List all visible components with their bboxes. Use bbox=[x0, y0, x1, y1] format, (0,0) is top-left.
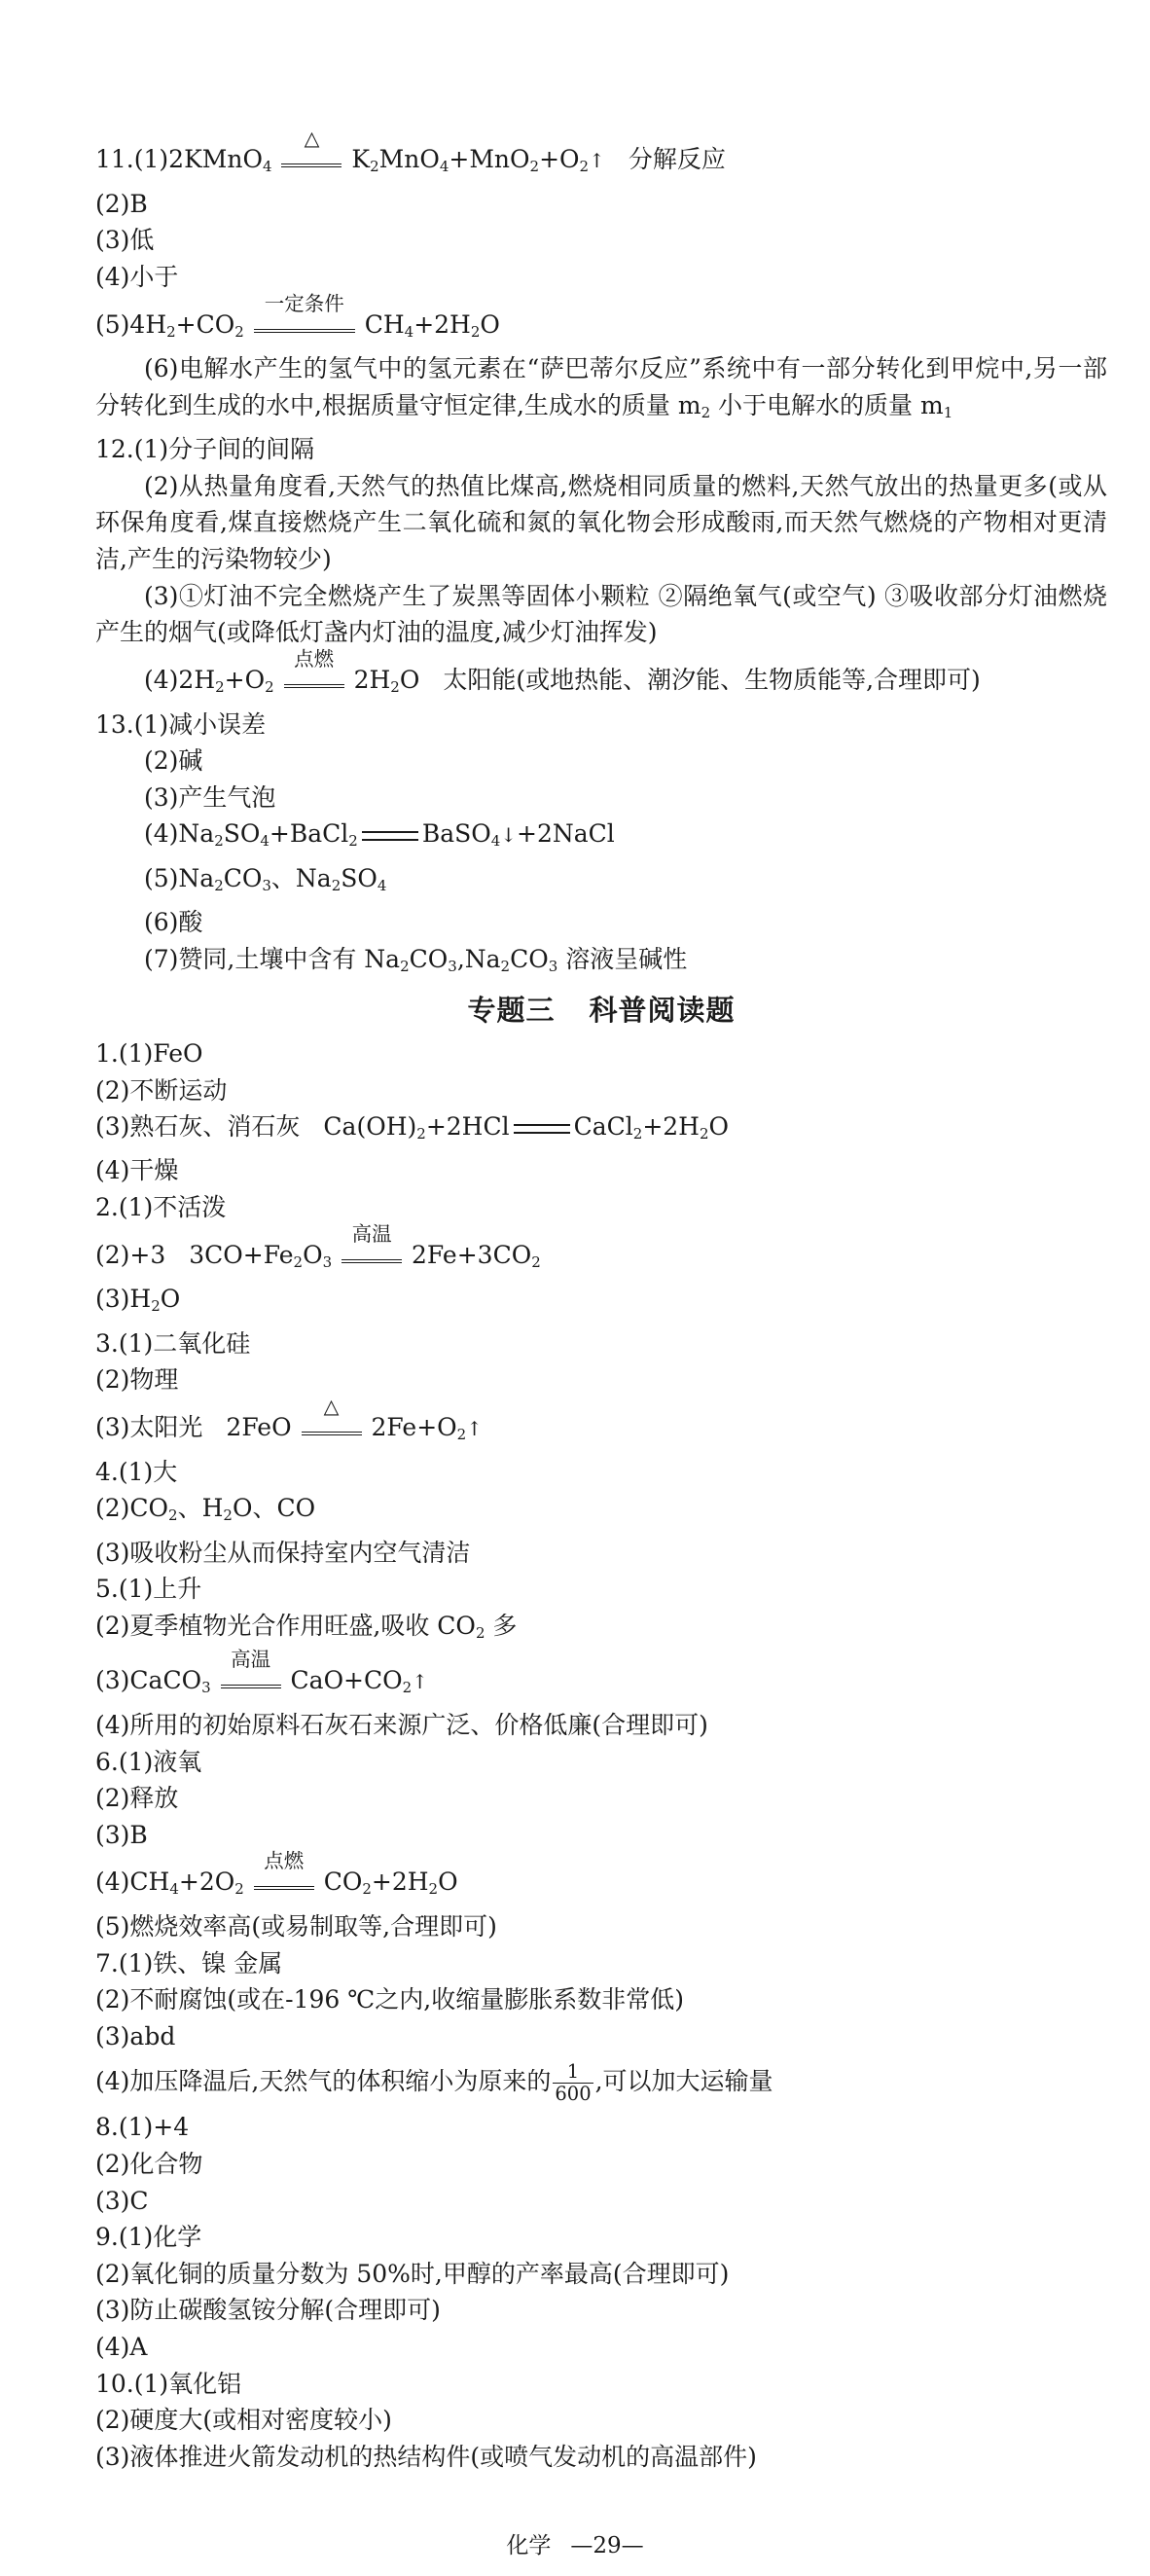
answer-line: (2)物理 bbox=[95, 1365, 179, 1395]
text: 小于电解水的质量 m bbox=[710, 390, 944, 419]
text: SO bbox=[223, 819, 261, 849]
page-footer bbox=[0, 2527, 1150, 2559]
answer-line: (2)碱 bbox=[144, 746, 203, 776]
text: (6)电解水产生的氢气中的氢元素在“萨巴蒂尔反应”系统中有一部分转化到甲烷中,另一部分转化到生成的水中,根据质量守恒定律,生成水的质量 m bbox=[95, 354, 1107, 419]
text: ,可以加大运输量 bbox=[594, 2067, 773, 2096]
text: (5)4H bbox=[95, 309, 167, 339]
text: CO bbox=[323, 1868, 363, 1897]
subscript: 2 bbox=[500, 957, 511, 975]
gas-arrow-icon: ↑ bbox=[466, 1416, 483, 1440]
gas-arrow-icon: ↑ bbox=[589, 149, 605, 172]
answer-line: (3)C bbox=[95, 2186, 149, 2215]
heat-symbol: △ bbox=[304, 127, 320, 150]
subscript: 3 bbox=[448, 957, 457, 975]
subscript: 3 bbox=[322, 1252, 333, 1271]
text: O bbox=[708, 1112, 730, 1142]
subscript: 2 bbox=[166, 322, 176, 341]
answer-line: (2)B bbox=[95, 189, 148, 218]
answer-line: (3)吸收粉尘从而保持室内空气清洁 bbox=[95, 1538, 471, 1567]
answer-line bbox=[95, 1108, 1107, 1152]
text: O、CO bbox=[232, 1494, 316, 1523]
subscript: 2 bbox=[402, 1678, 413, 1696]
gas-arrow-icon: ↑ bbox=[412, 1670, 428, 1694]
text: CO bbox=[223, 863, 263, 892]
text: (3)熟石灰、消石灰 bbox=[95, 1112, 301, 1142]
text: +2H bbox=[413, 309, 471, 339]
text: ,Na bbox=[456, 944, 501, 973]
text: K bbox=[351, 145, 371, 173]
condition-text: 点燃 bbox=[264, 1849, 305, 1873]
text: CaO+CO bbox=[290, 1666, 403, 1695]
answer-paragraph bbox=[95, 350, 1107, 431]
subscript: 2 bbox=[390, 677, 400, 696]
answer-line bbox=[95, 941, 1107, 985]
answer-line: 1.(1)FeO bbox=[95, 1038, 203, 1068]
text: 11.(1)2KMnO bbox=[95, 145, 263, 173]
text: O bbox=[438, 1868, 458, 1897]
subscript: 3 bbox=[548, 957, 558, 975]
answer-line bbox=[95, 816, 1107, 859]
subscript: 2 bbox=[348, 832, 358, 851]
answer-line: 12.(1)分子间的间隔 bbox=[95, 435, 315, 464]
page-number: —29— bbox=[570, 2533, 644, 2558]
text: +O bbox=[539, 145, 580, 173]
answer-line bbox=[95, 291, 1107, 351]
text: CaCl bbox=[573, 1112, 633, 1142]
subscript: 2 bbox=[470, 322, 481, 341]
subscript: 2 bbox=[168, 1506, 178, 1525]
answer-line: 2.(1)不活泼 bbox=[95, 1193, 227, 1222]
subscript: 2 bbox=[234, 322, 244, 341]
subscript: 2 bbox=[223, 1506, 233, 1525]
answer-paragraph: (3)①灯油不完全燃烧产生了炭黑等固体小颗粒 ②隔绝氧气(或空气) ③吸收部分灯油燃烧产生的烟气(或降低灯盏内灯油的温度,减少灯油挥发) bbox=[95, 581, 1107, 647]
text: (4)CH bbox=[95, 1868, 170, 1897]
answer-line: (3)abd bbox=[95, 2021, 176, 2050]
equals-sign bbox=[514, 1124, 570, 1134]
text: (4)加压降温后,天然气的体积缩小为原来的 bbox=[95, 2067, 552, 2096]
text: +MnO bbox=[449, 145, 530, 173]
answer-line: (2)化合物 bbox=[95, 2150, 203, 2178]
subscript: 2 bbox=[215, 677, 225, 696]
text: +2O bbox=[178, 1868, 235, 1897]
fraction-denominator: 600 bbox=[555, 2083, 592, 2106]
text: 2Fe+O bbox=[371, 1412, 457, 1441]
subscript: 2 bbox=[234, 1880, 244, 1899]
text: 3CO+Fe bbox=[189, 1240, 294, 1269]
text: BaSO bbox=[421, 819, 491, 849]
precipitate-arrow-icon: ↓ bbox=[500, 823, 518, 848]
answer-line bbox=[95, 646, 1107, 707]
text: 、Na bbox=[270, 863, 332, 892]
text: (3)CaCO bbox=[95, 1666, 202, 1695]
text: 2H bbox=[353, 665, 391, 694]
reaction-condition bbox=[254, 1849, 314, 1890]
text: 2Fe+3CO bbox=[412, 1240, 532, 1269]
answer-paragraph: (2)从热量角度看,天然气的热值比煤高,燃烧相同质量的燃料,天然气放出的热量更多(或从环保角度看,煤直接燃烧产生二氧化硫和氮的氧化物会形成酸雨,而天然气燃烧的产物相对更清洁,产生的污染物较少) bbox=[95, 471, 1107, 573]
answer-line bbox=[95, 127, 1107, 186]
subscript: 2 bbox=[579, 157, 590, 175]
subscript: 2 bbox=[701, 403, 711, 421]
answer-line: (4)所用的初始原料石灰石来源广泛、价格低廉(合理即可) bbox=[95, 1710, 708, 1739]
answer-line: (6)酸 bbox=[144, 908, 203, 936]
text: CO bbox=[510, 944, 549, 973]
subscript: 2 bbox=[632, 1124, 643, 1143]
text: 2FeO bbox=[226, 1412, 292, 1441]
heat-symbol: △ bbox=[323, 1394, 340, 1418]
answer-line: (5)燃烧效率高(或易制取等,合理即可) bbox=[95, 1912, 497, 1941]
answer-line: (3)防止碳酸氢铵分解(合理即可) bbox=[95, 2296, 441, 2325]
answer-line: 6.(1)液氧 bbox=[95, 1747, 202, 1776]
answer-line: 7.(1)铁、镍 金属 bbox=[95, 1948, 283, 1977]
answer-line: (2)不断运动 bbox=[95, 1075, 228, 1105]
answer-line: (4)小于 bbox=[95, 262, 179, 291]
equals-sign bbox=[362, 831, 418, 841]
text: 分解反应 bbox=[628, 145, 726, 173]
text: (3)太阳光 bbox=[95, 1412, 203, 1441]
subscript: 4 bbox=[377, 876, 387, 894]
subscript: 4 bbox=[260, 832, 270, 851]
answer-line: (4)A bbox=[95, 2332, 148, 2361]
condition-text: 点燃 bbox=[294, 646, 335, 671]
answer-line: 9.(1)化学 bbox=[95, 2223, 202, 2252]
text: (2)夏季植物光合作用旺盛,吸收 CO bbox=[95, 1611, 476, 1640]
answer-line bbox=[95, 1849, 1107, 1908]
condition-text: 高温 bbox=[351, 1221, 392, 1246]
reaction-condition bbox=[341, 1221, 402, 1263]
subscript: 4 bbox=[490, 832, 501, 851]
answer-line: 13.(1)减小误差 bbox=[95, 709, 267, 739]
text: +BaCl bbox=[269, 819, 349, 849]
reaction-condition bbox=[281, 127, 341, 167]
subscript: 4 bbox=[404, 322, 414, 341]
text: +2HCl bbox=[425, 1112, 510, 1142]
text: 太阳能(或地热能、潮汐能、生物质能等,合理即可) bbox=[443, 665, 981, 694]
reaction-condition bbox=[254, 291, 355, 333]
section-heading: 专题三 科普阅读题 bbox=[467, 993, 736, 1027]
answer-line bbox=[95, 860, 1107, 904]
text: (7)赞同,土壤中含有 Na bbox=[144, 944, 401, 973]
text: (5)Na bbox=[144, 863, 215, 892]
text: (4)Na bbox=[144, 819, 215, 849]
text: (2)+3 bbox=[95, 1240, 166, 1269]
subscript: 2 bbox=[475, 1623, 485, 1642]
subscript: 2 bbox=[293, 1252, 304, 1271]
text: +2H bbox=[371, 1868, 429, 1897]
subscript: 3 bbox=[201, 1678, 211, 1696]
answer-line: (3)低 bbox=[95, 226, 155, 255]
answer-line bbox=[95, 1281, 1107, 1324]
text: (4)2H bbox=[144, 665, 216, 694]
subscript: 2 bbox=[265, 677, 274, 696]
answer-line: 3.(1)二氧化硅 bbox=[95, 1328, 251, 1358]
answer-line: (3)产生气泡 bbox=[144, 782, 276, 812]
text: +O bbox=[224, 665, 266, 694]
answer-line: 4.(1)大 bbox=[95, 1457, 178, 1486]
text: O bbox=[399, 665, 420, 694]
condition-text: 一定条件 bbox=[264, 291, 344, 315]
subject-label: 化学 bbox=[506, 2533, 552, 2558]
answer-line: (3)B bbox=[95, 1820, 148, 1849]
answer-line: (2)氧化铜的质量分数为 50%时,甲醇的产率最高(合理即可) bbox=[95, 2259, 730, 2288]
answer-line: 5.(1)上升 bbox=[95, 1575, 202, 1604]
answer-line: 10.(1)氧化铝 bbox=[95, 2369, 242, 2398]
text: CO bbox=[409, 944, 449, 973]
text: O bbox=[160, 1285, 181, 1314]
answer-line bbox=[95, 1648, 1107, 1707]
reaction-condition bbox=[284, 646, 344, 688]
text: 、H bbox=[177, 1494, 224, 1523]
text: (3)H bbox=[95, 1285, 152, 1314]
answer-line bbox=[95, 2054, 1107, 2109]
text: Ca(OH) bbox=[323, 1112, 417, 1142]
subscript: 2 bbox=[529, 157, 540, 175]
answer-line: (2)释放 bbox=[95, 1784, 179, 1813]
answer-line: 8.(1)+4 bbox=[95, 2113, 190, 2142]
subscript: 2 bbox=[151, 1297, 161, 1316]
subscript: 4 bbox=[169, 1880, 179, 1899]
subscript: 2 bbox=[531, 1252, 541, 1271]
text: MnO bbox=[378, 145, 440, 173]
subscript: 2 bbox=[331, 876, 341, 894]
fraction-numerator: 1 bbox=[553, 2061, 593, 2084]
condition-text: 高温 bbox=[231, 1648, 271, 1672]
answer-line bbox=[95, 1608, 1107, 1651]
answer-line: (4)干燥 bbox=[95, 1156, 179, 1185]
fraction bbox=[553, 2061, 593, 2106]
answer-line: (3)液体推进火箭发动机的热结构件(或喷气发动机的高温部件) bbox=[95, 2442, 757, 2471]
text: (2)CO bbox=[95, 1494, 169, 1523]
subscript: 2 bbox=[428, 1880, 439, 1899]
answer-line: (2)硬度大(或相对密度较小) bbox=[95, 2406, 392, 2435]
answer-line bbox=[95, 1221, 1107, 1282]
text: +2H bbox=[642, 1112, 700, 1142]
text: 溶液呈碱性 bbox=[557, 944, 688, 973]
text: 多 bbox=[485, 1611, 518, 1640]
subscript: 1 bbox=[943, 403, 953, 421]
subscript: 2 bbox=[362, 1880, 372, 1899]
subscript: 2 bbox=[400, 957, 410, 975]
text: +CO bbox=[175, 309, 235, 339]
text: CH bbox=[364, 309, 405, 339]
subscript: 2 bbox=[214, 876, 224, 894]
reaction-condition bbox=[302, 1394, 362, 1435]
subscript: 3 bbox=[262, 876, 271, 894]
subscript: 2 bbox=[370, 157, 379, 175]
subscript: 2 bbox=[214, 832, 224, 851]
answer-line: (2)不耐腐蚀(或在-196 ℃之内,收缩量膨胀系数非常低) bbox=[95, 1985, 684, 2014]
text: O bbox=[303, 1240, 323, 1269]
text: +2NaCl bbox=[517, 819, 615, 849]
subscript: 2 bbox=[456, 1425, 467, 1443]
text: SO bbox=[341, 863, 377, 892]
answer-line bbox=[95, 1394, 1107, 1454]
subscript: 4 bbox=[262, 157, 272, 175]
reaction-condition bbox=[221, 1648, 281, 1688]
subscript: 2 bbox=[416, 1124, 426, 1143]
subscript: 2 bbox=[699, 1124, 709, 1143]
answer-content bbox=[95, 127, 1107, 2475]
subscript: 4 bbox=[439, 157, 449, 175]
answer-line bbox=[95, 1490, 1107, 1534]
text: O bbox=[480, 309, 500, 339]
